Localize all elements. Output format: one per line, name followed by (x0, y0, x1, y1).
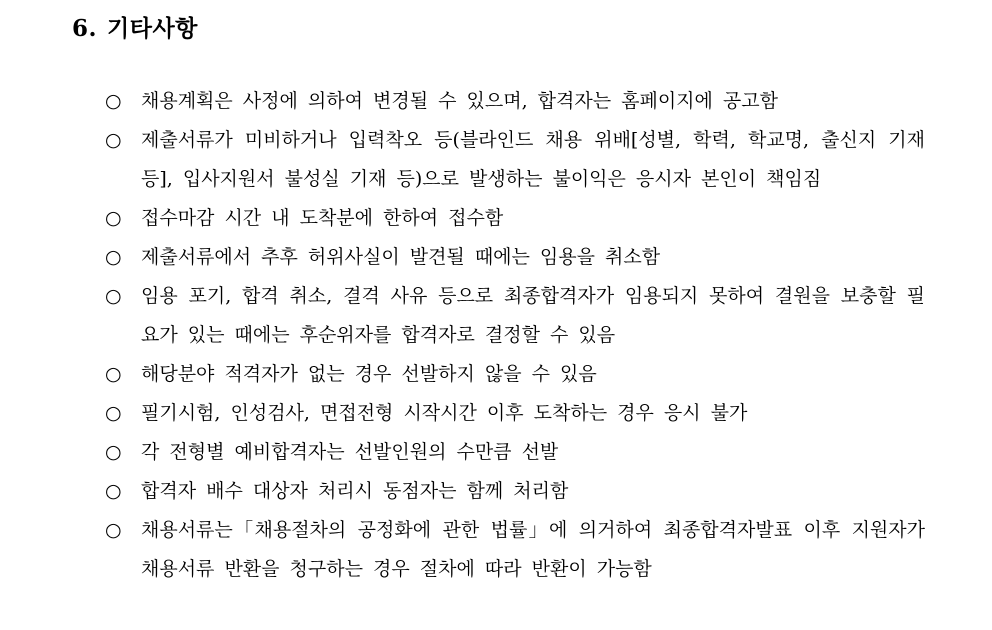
list-item (105, 433, 925, 472)
circle-bullet-icon: ○ (105, 285, 122, 307)
notes-list (105, 82, 925, 589)
list-item (105, 394, 925, 433)
list-item (105, 277, 925, 355)
circle-bullet-icon: ○ (105, 246, 122, 268)
circle-bullet-icon: ○ (105, 402, 122, 424)
list-item-text: 채용계획은 사정에 의하여 변경될 수 있으며, 합격자는 홈페이지에 공고함 (141, 90, 778, 112)
list-item (105, 472, 925, 511)
list-item-text: 제출서류가 미비하거나 입력착오 등(블라인드 채용 위배[성별, 학력, 학교명, 출신지 기재 등], 입사지원서 불성실 기재 등)으로 발생하는 불이익은 응시자 본인이 책임짐 (141, 129, 925, 190)
list-item-text: 각 전형별 예비합격자는 선발인원의 수만큼 선발 (141, 441, 559, 463)
section-number: 6. (72, 15, 98, 42)
section-title: 기타사항 (107, 15, 198, 42)
list-item (105, 199, 925, 238)
list-item-text: 채용서류는「채용절차의 공정화에 관한 법률」에 의거하여 최종합격자발표 이후 지원자가 채용서류 반환을 청구하는 경우 절차에 따라 반환이 가능함 (141, 519, 925, 580)
list-item-text: 접수마감 시간 내 도착분에 한하여 접수함 (141, 207, 504, 229)
circle-bullet-icon: ○ (105, 90, 122, 112)
list-item (105, 511, 925, 589)
list-item-text: 합격자 배수 대상자 처리시 동점자는 함께 처리함 (141, 480, 569, 502)
list-item-text: 필기시험, 인성검사, 면접전형 시작시간 이후 도착하는 경우 응시 불가 (141, 402, 748, 424)
circle-bullet-icon: ○ (105, 129, 122, 151)
circle-bullet-icon: ○ (105, 363, 122, 385)
list-item-text: 해당분야 적격자가 없는 경우 선발하지 않을 수 있음 (141, 363, 597, 385)
circle-bullet-icon: ○ (105, 480, 122, 502)
list-item (105, 82, 925, 121)
list-item-text: 제출서류에서 추후 허위사실이 발견될 때에는 임용을 취소함 (141, 246, 661, 268)
circle-bullet-icon: ○ (105, 207, 122, 229)
list-item-text: 임용 포기, 합격 취소, 결격 사유 등으로 최종합격자가 임용되지 못하여 결원을 보충할 필요가 있는 때에는 후순위자를 합격자로 결정할 수 있음 (141, 285, 925, 346)
section-heading (72, 10, 198, 43)
list-item (105, 355, 925, 394)
circle-bullet-icon: ○ (105, 441, 122, 463)
list-item (105, 238, 925, 277)
list-item (105, 121, 925, 199)
circle-bullet-icon: ○ (105, 519, 122, 541)
